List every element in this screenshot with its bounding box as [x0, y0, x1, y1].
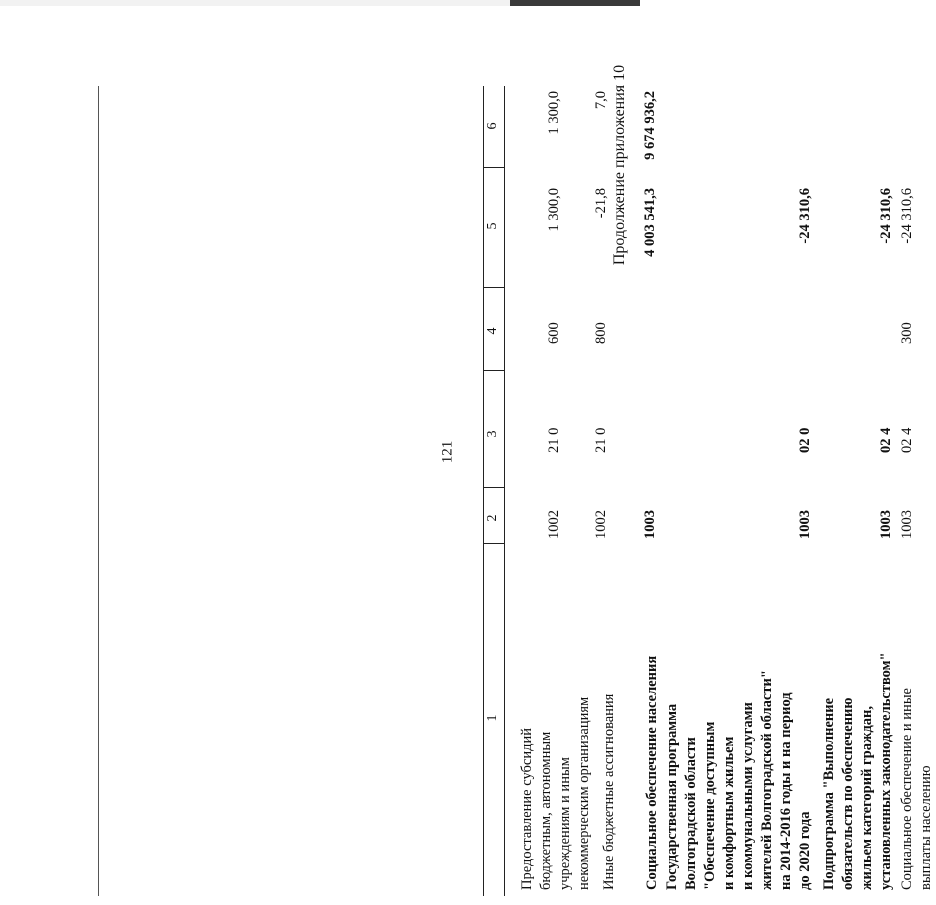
cell-col3: 21 0 [593, 427, 609, 453]
column-header-2: 2 [485, 514, 500, 522]
cell-col5: 1 300,0 [546, 188, 562, 232]
row-name-line: Предоставление субсидий [519, 727, 535, 890]
row-name-line: бюджетным, автономным [538, 731, 554, 890]
cell-col5: -24 310,6 [878, 188, 894, 244]
cell-col6: 9 674 936,2 [642, 91, 658, 160]
header-top-rule [483, 86, 484, 896]
column-header-6: 6 [485, 122, 500, 130]
table-left-rule [98, 86, 99, 896]
row-name-line: жильем категорий граждан, [859, 705, 875, 890]
row-name-line: и коммунальными услугами [740, 702, 756, 890]
row-name-line: Волгоградской области [683, 737, 699, 890]
cell-col3: 21 0 [546, 427, 562, 453]
row-name-line: "Обеспечение доступным [702, 721, 718, 890]
col-divider-1 [484, 543, 504, 544]
row-name [643, 545, 662, 890]
cell-col5: -24 310,6 [797, 188, 813, 244]
row-name-line: обязательств по обеспечению [840, 697, 856, 890]
row-name-line: некоммерческим организациям [576, 696, 592, 890]
cell-col5: -21,8 [593, 188, 609, 219]
row-name-line: выплаты населению [918, 765, 934, 890]
row-name [898, 545, 936, 890]
column-header-3: 3 [485, 430, 500, 438]
cell-col2: 1003 [642, 510, 658, 539]
cell-col6: 7,0 [593, 91, 609, 110]
cell-col3: 02 0 [797, 427, 813, 453]
row-name-line: до 2020 года [797, 811, 813, 890]
row-name-line: жителей Волгоградской области" [759, 670, 775, 890]
cell-col2: 1003 [797, 510, 813, 539]
row-name [820, 545, 896, 890]
col-divider-4 [484, 287, 504, 288]
col-divider-2 [484, 487, 504, 488]
row-name [663, 545, 815, 890]
col-divider-3 [484, 370, 504, 371]
row-name-line: и комфортным жильем [721, 736, 737, 890]
page-number: 121 [439, 440, 456, 464]
continuation-caption: Продолжение приложения 10 [611, 64, 628, 266]
col-divider-5 [484, 167, 504, 168]
cell-col5: -24 310,6 [899, 188, 915, 244]
cell-col2: 1003 [899, 510, 915, 539]
cell-col5: 4 003 541,3 [642, 188, 658, 257]
cell-col2: 1002 [593, 510, 609, 539]
row-name [518, 545, 594, 890]
cell-col4: 300 [899, 322, 915, 344]
column-header-1: 1 [485, 714, 500, 722]
scan-corner-shadow [510, 0, 640, 6]
cell-col4: 800 [593, 322, 609, 344]
header-bottom-rule [504, 86, 505, 896]
cell-col3: 02 4 [878, 427, 894, 453]
cell-col4: 600 [546, 322, 562, 344]
cell-col6: 1 300,0 [546, 91, 562, 135]
row-name-line: учреждениям и иным [557, 757, 573, 890]
row-name-line: Социальное обеспечение и иные [899, 688, 915, 890]
column-header-4: 4 [485, 327, 500, 335]
column-header-5: 5 [485, 222, 500, 230]
cell-col2: 1002 [546, 510, 562, 539]
row-name-line: Подпрограмма "Выполнение [821, 697, 837, 890]
cell-col3: 02 4 [899, 427, 915, 453]
cell-col2: 1003 [878, 510, 894, 539]
row-name-line: Государственная программа [664, 703, 680, 890]
row-name-line: установленных законодательством" [878, 652, 894, 890]
row-name [600, 545, 619, 890]
row-name-line: на 2014-2016 годы и на период [778, 692, 794, 890]
row-name-line: Социальное обеспечение населения [644, 655, 660, 890]
row-name-line: Иные бюджетные ассигнования [601, 693, 617, 890]
